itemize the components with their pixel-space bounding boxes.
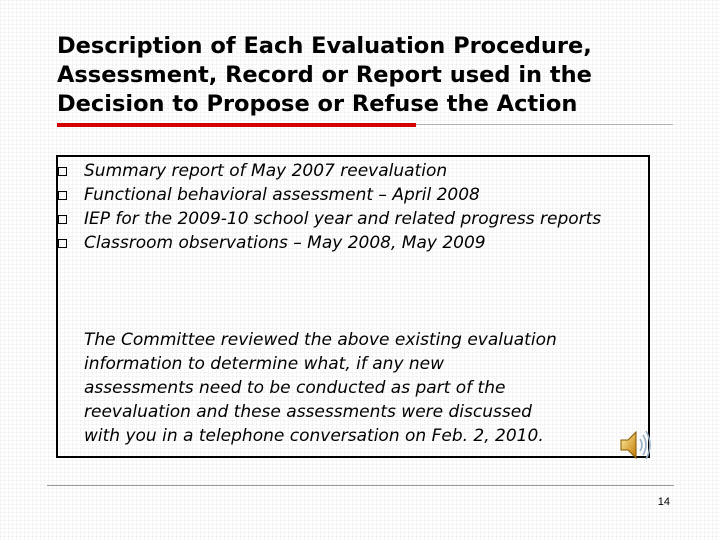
slide-title <box>57 32 697 119</box>
bullet-text: IEP for the 2009-10 school year and related progress reports <box>84 209 602 229</box>
title-underline-accent <box>57 123 416 127</box>
paragraph-line: reevaluation and these assessments were discussed <box>84 402 532 422</box>
footer-rule <box>47 485 674 486</box>
bullet-text: Functional behavioral assessment – April 2008 <box>84 185 480 205</box>
square-bullet-icon <box>58 167 67 176</box>
square-bullet-icon <box>58 215 67 224</box>
paragraph-line: assessments need to be conducted as part of the <box>84 378 506 398</box>
committee-paragraph <box>84 328 644 448</box>
bullet-list <box>58 159 618 255</box>
bullet-item <box>58 207 618 231</box>
paragraph-line: information to determine what, if any new <box>84 354 445 374</box>
square-bullet-icon <box>58 191 67 200</box>
title-line: Decision to Propose or Refuse the Action <box>57 91 578 117</box>
bullet-item <box>58 183 618 207</box>
bullet-item <box>58 231 618 255</box>
title-underline-rule <box>416 124 673 125</box>
bullet-item <box>58 159 618 183</box>
speaker-icon[interactable] <box>618 428 654 462</box>
title-line: Assessment, Record or Report used in the <box>57 62 592 88</box>
paragraph-line: The Committee reviewed the above existing evaluation <box>84 330 557 350</box>
square-bullet-icon <box>58 239 67 248</box>
title-line: Description of Each Evaluation Procedure, <box>57 33 592 59</box>
page-number: 14 <box>657 496 670 508</box>
bullet-text: Classroom observations – May 2008, May 2009 <box>84 233 486 253</box>
bullet-text: Summary report of May 2007 reevaluation <box>84 161 448 181</box>
paragraph-line: with you in a telephone conversation on Feb. 2, 2010. <box>84 426 544 446</box>
